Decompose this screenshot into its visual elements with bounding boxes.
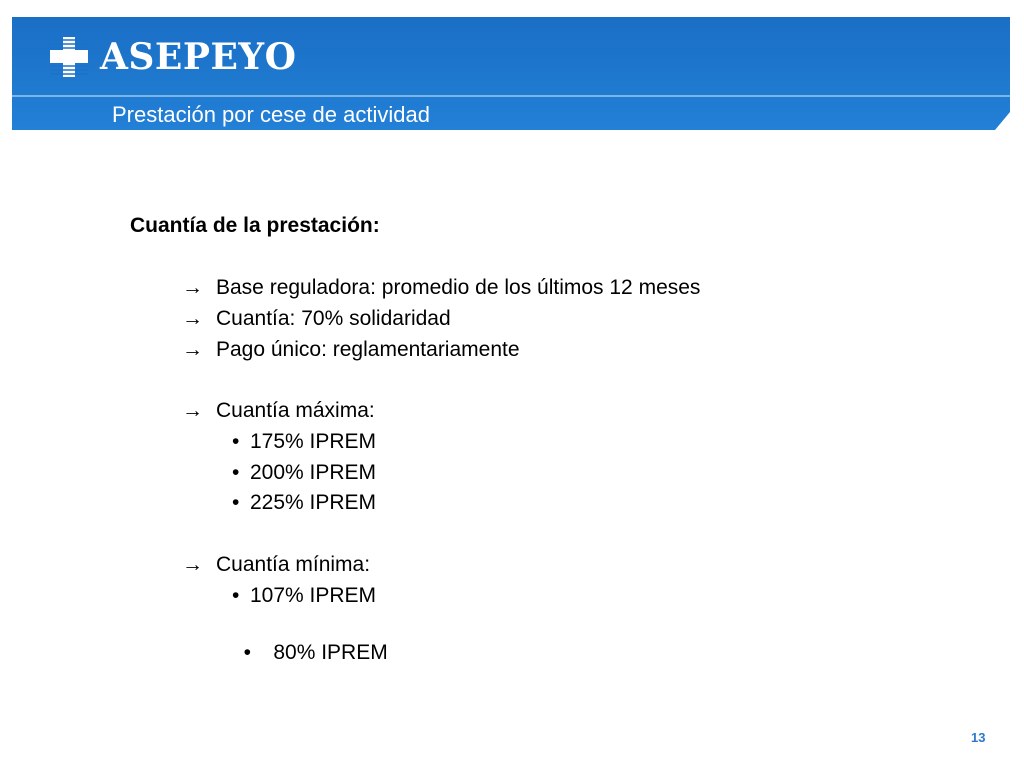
list-item: • 107% IPREM <box>232 584 377 607</box>
list-item: → Cuantía: 70% solidaridad <box>182 307 451 330</box>
bullet-icon: • <box>232 430 240 453</box>
arrow-icon: → <box>182 307 203 330</box>
list-item: • 200% IPREM <box>232 461 377 484</box>
min-amount-label: → Cuantía mínima: <box>182 553 371 576</box>
arrow-icon: → <box>182 276 203 299</box>
bullet-icon: • <box>232 491 240 514</box>
list-item: → Pago único: reglamentariamente <box>182 338 520 361</box>
arrow-icon: → <box>182 553 203 576</box>
header-band <box>12 17 1010 130</box>
max-amount-label: → Cuantía máxima: <box>182 399 375 422</box>
page-number: 13 <box>971 730 986 745</box>
brand-name: ASEPEYO <box>100 36 297 78</box>
bullet-icon: • <box>232 584 240 607</box>
bullet-icon: • <box>232 461 240 484</box>
list-item: • 80% IPREM <box>243 641 388 664</box>
list-item: → Base reguladora: promedio de los últimos 12 meses <box>182 276 701 299</box>
asepeyo-logo-icon <box>50 37 88 77</box>
page-subtitle: Prestación por cese de actividad <box>112 102 430 127</box>
list-item: • 175% IPREM <box>232 430 377 453</box>
list-item: • 225% IPREM <box>232 491 377 514</box>
bullet-icon: • <box>243 641 252 664</box>
arrow-icon: → <box>182 338 203 361</box>
arrow-icon: → <box>182 399 203 422</box>
section-heading: Cuantía de la prestación: <box>130 214 380 237</box>
